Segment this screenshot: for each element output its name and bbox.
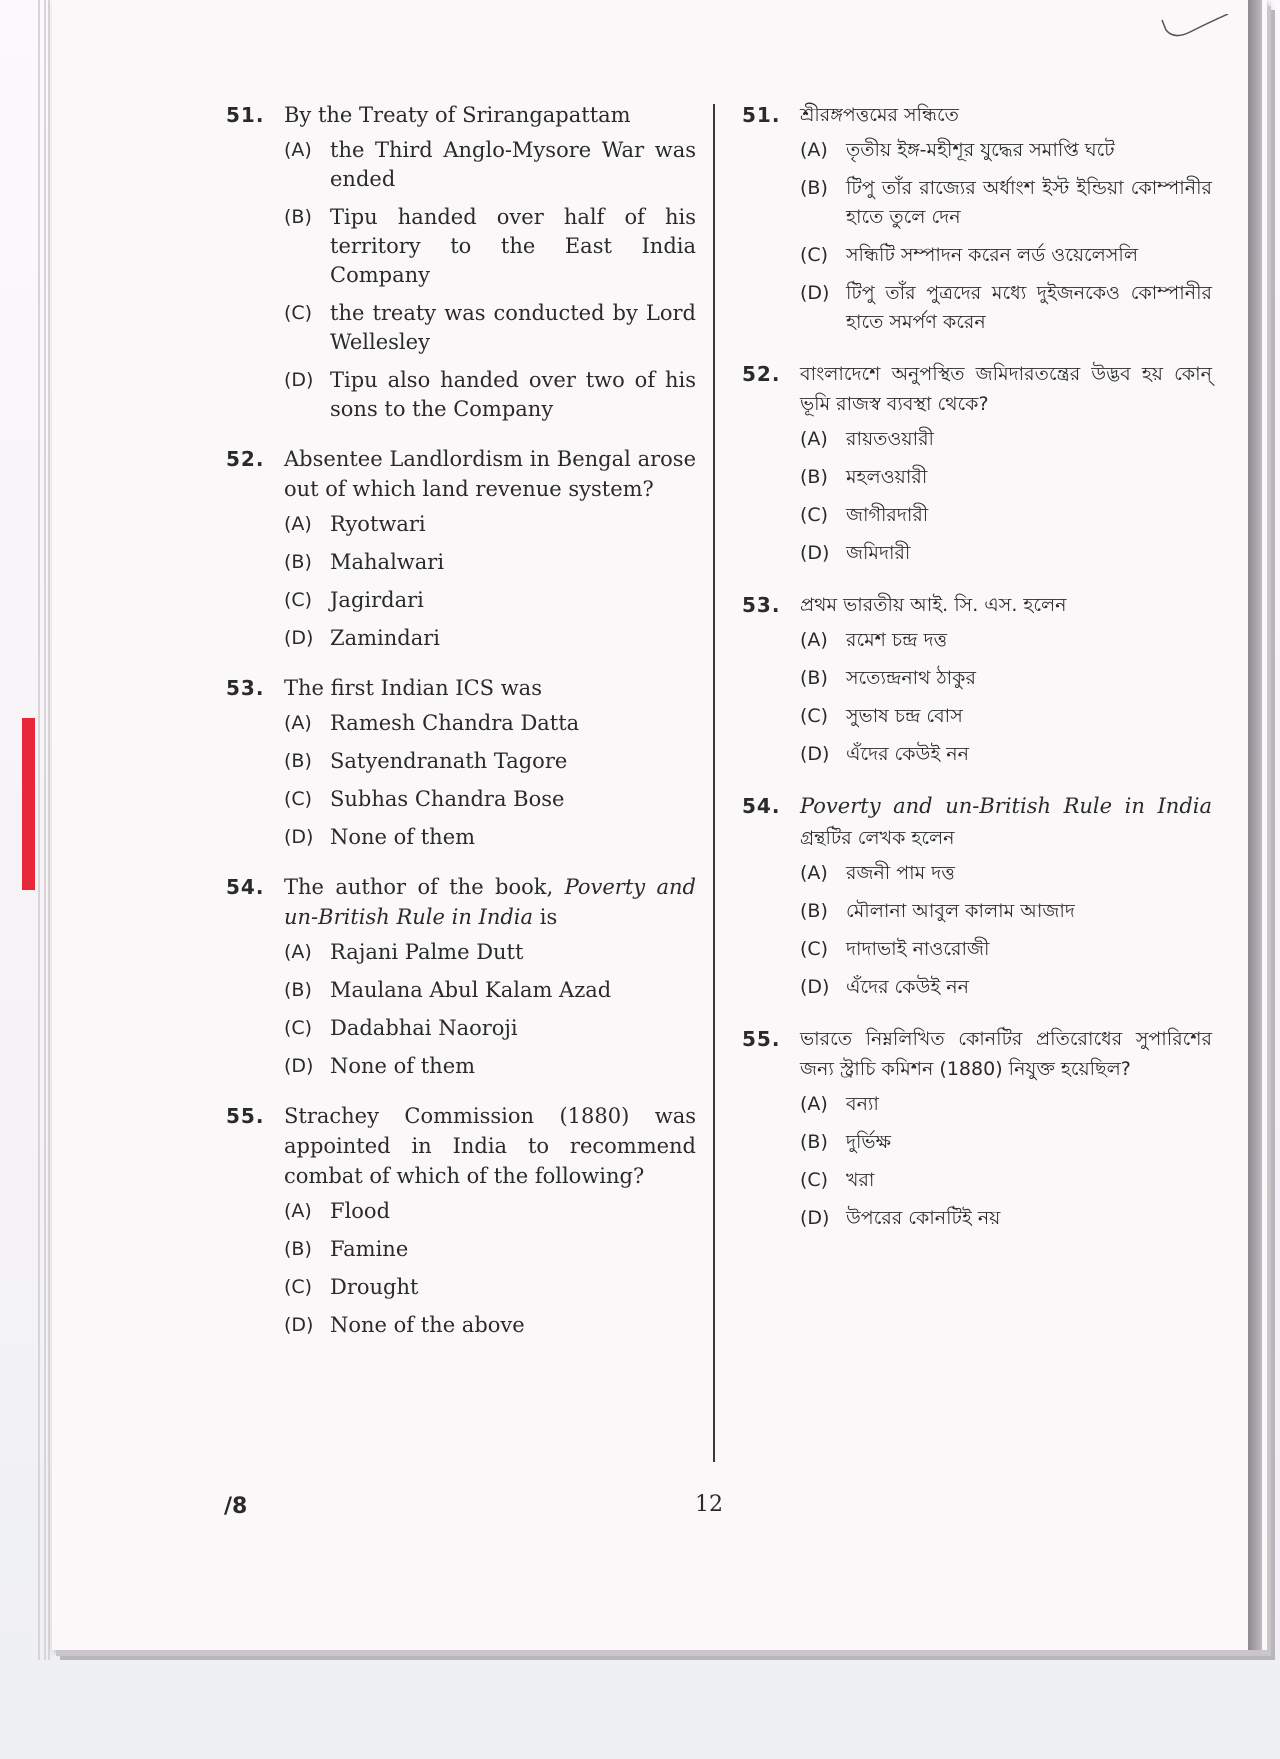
option-d (800, 279, 1212, 337)
option-text: সন্ধিটি সম্পাদন করেন লর্ড ওয়েলেসলি (846, 244, 1138, 266)
question-number: 51. (226, 103, 265, 127)
column-divider (713, 104, 715, 1462)
option-label: (A) (284, 712, 312, 734)
option-label: (B) (284, 1238, 312, 1260)
option-c (800, 935, 1212, 964)
question-53-bn (742, 590, 1212, 769)
option-label: (A) (800, 139, 828, 161)
option-text: Satyendranath Tagore (330, 749, 568, 773)
question-text: The first Indian ICS was (284, 676, 542, 700)
option-text: সুভাষ চন্দ্র বোস (846, 705, 963, 727)
page-stack-edge (44, 0, 46, 1660)
option-label: (B) (284, 206, 312, 228)
option-label: (C) (284, 302, 313, 324)
question-54-bn (742, 791, 1212, 1002)
option-d (284, 1052, 696, 1081)
option-label: (B) (800, 667, 828, 689)
option-text: টিপু তাঁর পুত্রদের মধ্যে দুইজনকেও কোম্পানীর হাতে সমর্পণ করেন (846, 282, 1212, 333)
option-label: (B) (800, 466, 828, 488)
question-text-prefix: The author of the book, (284, 875, 565, 899)
option-label: (A) (800, 428, 828, 450)
option-text: দুর্ভিক্ষ (846, 1131, 891, 1153)
option-text: মহলওয়ারী (846, 466, 928, 488)
question-55-bn (742, 1024, 1212, 1233)
option-label: (B) (800, 900, 828, 922)
option-d (284, 1311, 696, 1340)
option-text: এঁদের কেউই নন (846, 976, 969, 998)
option-label: (D) (800, 743, 830, 765)
option-b (800, 463, 1212, 492)
question-number: 55. (226, 1104, 265, 1128)
option-text: Dadabhai Naoroji (330, 1016, 518, 1040)
option-b (284, 976, 696, 1005)
option-b (800, 664, 1212, 693)
option-label: (D) (284, 1055, 314, 1077)
option-label: (A) (284, 941, 312, 963)
bengali-column (742, 100, 1212, 1253)
option-label: (D) (800, 1207, 830, 1229)
question-number: 51. (742, 103, 781, 127)
option-b (284, 747, 696, 776)
option-text: Ramesh Chandra Datta (330, 711, 580, 735)
option-label: (C) (800, 938, 829, 960)
footer-code: /8 (224, 1494, 248, 1519)
option-text: সত্যেন্দ্রনাথ ঠাকুর (846, 667, 976, 689)
option-label: (A) (800, 629, 828, 651)
red-index-tab (22, 718, 35, 890)
option-c (284, 785, 696, 814)
option-text: Maulana Abul Kalam Azad (330, 978, 612, 1002)
option-text: Drought (330, 1275, 419, 1299)
option-b (800, 174, 1212, 232)
option-a (284, 709, 696, 738)
option-d (284, 366, 696, 424)
option-text: রমেশ চন্দ্র দত্ত (846, 629, 948, 651)
option-b (284, 548, 696, 577)
option-text: the Third Anglo-Mysore War was ended (330, 138, 696, 191)
option-label: (B) (284, 979, 312, 1001)
option-text: Flood (330, 1199, 391, 1223)
option-label: (A) (800, 862, 828, 884)
question-text: প্রথম ভারতীয় আই. সি. এস. হলেন (800, 594, 1067, 616)
question-text (800, 791, 1212, 853)
option-a (284, 510, 696, 539)
option-text: খরা (846, 1169, 875, 1191)
option-text: এঁদের কেউই নন (846, 743, 969, 765)
option-c (800, 702, 1212, 731)
question-number: 53. (226, 676, 265, 700)
option-text: দাদাভাই নাওরোজী (846, 938, 990, 960)
option-text: জমিদারী (846, 542, 911, 564)
option-text: None of them (330, 825, 476, 849)
option-label: (A) (284, 513, 312, 535)
option-text: রজনী পাম দত্ত (846, 862, 955, 884)
option-label: (D) (284, 826, 314, 848)
option-text: টিপু তাঁর রাজ্যের অর্ধাংশ ইস্ট ইন্ডিয়া কোম্পানীর হাতে তুলে দেন (846, 177, 1212, 228)
option-a (284, 136, 696, 194)
option-label: (C) (284, 1017, 313, 1039)
option-text: Rajani Palme Dutt (330, 940, 524, 964)
option-label: (B) (800, 177, 828, 199)
option-label: (D) (284, 369, 314, 391)
option-label: (D) (284, 627, 314, 649)
option-text: None of the above (330, 1313, 525, 1337)
option-b (800, 1128, 1212, 1157)
option-c (800, 1166, 1212, 1195)
option-d (800, 973, 1212, 1002)
option-text: উপরের কোনটিই নয় (846, 1207, 1001, 1229)
option-label: (C) (800, 1169, 829, 1191)
option-text: জাগীরদারী (846, 504, 929, 526)
page-binding-edge (1248, 0, 1262, 1650)
option-text: মৌলানা আবুল কালাম আজাদ (846, 900, 1075, 922)
option-label: (C) (284, 589, 313, 611)
option-label: (D) (284, 1314, 314, 1336)
question-text: শ্রীরঙ্গপত্তমের সন্ধিতে (800, 104, 959, 126)
option-d (800, 740, 1212, 769)
option-label: (A) (284, 1200, 312, 1222)
option-text: None of them (330, 1054, 476, 1078)
question-number: 53. (742, 593, 781, 617)
option-text: Zamindari (330, 626, 440, 650)
option-label: (C) (284, 788, 313, 810)
question-text (284, 872, 696, 932)
option-c (284, 1273, 696, 1302)
option-a (800, 626, 1212, 655)
option-label: (C) (800, 244, 829, 266)
question-number: 54. (226, 875, 265, 899)
option-c (284, 299, 696, 357)
question-text: By the Treaty of Srirangapattam (284, 103, 631, 127)
page-stack-edge (48, 0, 50, 1660)
option-text: বন্যা (846, 1093, 879, 1115)
option-c (800, 501, 1212, 530)
option-label: (B) (800, 1131, 828, 1153)
question-number: 55. (742, 1027, 781, 1051)
option-b (284, 203, 696, 290)
option-text: Tipu also handed over two of his sons to the Company (330, 368, 696, 421)
question-53-en (226, 673, 696, 852)
option-b (800, 897, 1212, 926)
option-label: (D) (800, 542, 830, 564)
book-title: Poverty and un-British Rule in India (284, 875, 696, 929)
option-a (800, 1090, 1212, 1119)
option-text: the treaty was conducted by Lord Wellesley (330, 301, 696, 354)
question-52-en (226, 444, 696, 653)
option-a (800, 136, 1212, 165)
option-text: Famine (330, 1237, 409, 1261)
option-label: (C) (800, 705, 829, 727)
option-label: (D) (800, 976, 830, 998)
option-d (800, 539, 1212, 568)
question-text: Absentee Landlordism in Bengal arose out of which land revenue system? (284, 447, 696, 501)
option-a (284, 1197, 696, 1226)
option-text: Mahalwari (330, 550, 445, 574)
question-number: 52. (742, 362, 781, 386)
question-text-suffix: গ্রন্থটির লেখক হলেন (800, 827, 955, 849)
question-number: 54. (742, 794, 781, 818)
question-text: ভারতে নিম্নলিখিত কোনটির প্রতিরোধের সুপারিশের জন্য স্ট্রাচি কমিশন (1880) নিযুক্ত হয়েছিল? (800, 1028, 1212, 1080)
option-label: (A) (800, 1093, 828, 1115)
english-column (226, 100, 696, 1360)
option-a (800, 859, 1212, 888)
book-title: Poverty and un-British Rule in India (800, 794, 1212, 818)
option-label: (B) (284, 551, 312, 573)
question-number: 52. (226, 447, 265, 471)
option-a (284, 938, 696, 967)
option-text: রায়তওয়ারী (846, 428, 934, 450)
question-52-bn (742, 359, 1212, 568)
option-text: Subhas Chandra Bose (330, 787, 565, 811)
option-label: (C) (800, 504, 829, 526)
option-d (284, 823, 696, 852)
question-51-en (226, 100, 696, 424)
option-label: (B) (284, 750, 312, 772)
question-54-en (226, 872, 696, 1081)
option-label: (A) (284, 139, 312, 161)
option-text: Jagirdari (330, 588, 424, 612)
question-55-en (226, 1101, 696, 1340)
option-c (284, 586, 696, 615)
option-d (284, 624, 696, 653)
option-d (800, 1204, 1212, 1233)
page-number: 12 (695, 1492, 723, 1517)
option-label: (D) (800, 282, 830, 304)
option-label: (C) (284, 1276, 313, 1298)
option-text: তৃতীয় ইঙ্গ-মহীশূর যুদ্ধের সমাপ্তি ঘটে (846, 139, 1115, 161)
option-text: Tipu handed over half of his territory to the East India Company (330, 205, 696, 287)
option-text: Ryotwari (330, 512, 426, 536)
question-text: Strachey Commission (1880) was appointed in India to recommend combat of which of the following? (284, 1104, 696, 1188)
option-c (800, 241, 1212, 270)
question-text-suffix: is (533, 905, 558, 929)
question-51-bn (742, 100, 1212, 337)
option-b (284, 1235, 696, 1264)
pen-tick-mark-icon (1160, 14, 1230, 44)
question-text: বাংলাদেশে অনুপস্থিত জমিদারতন্ত্রের উদ্ভব হয় কোন্ ভূমি রাজস্ব ব্যবস্থা থেকে? (800, 363, 1212, 415)
page-stack-edge (38, 0, 40, 1660)
option-c (284, 1014, 696, 1043)
option-a (800, 425, 1212, 454)
